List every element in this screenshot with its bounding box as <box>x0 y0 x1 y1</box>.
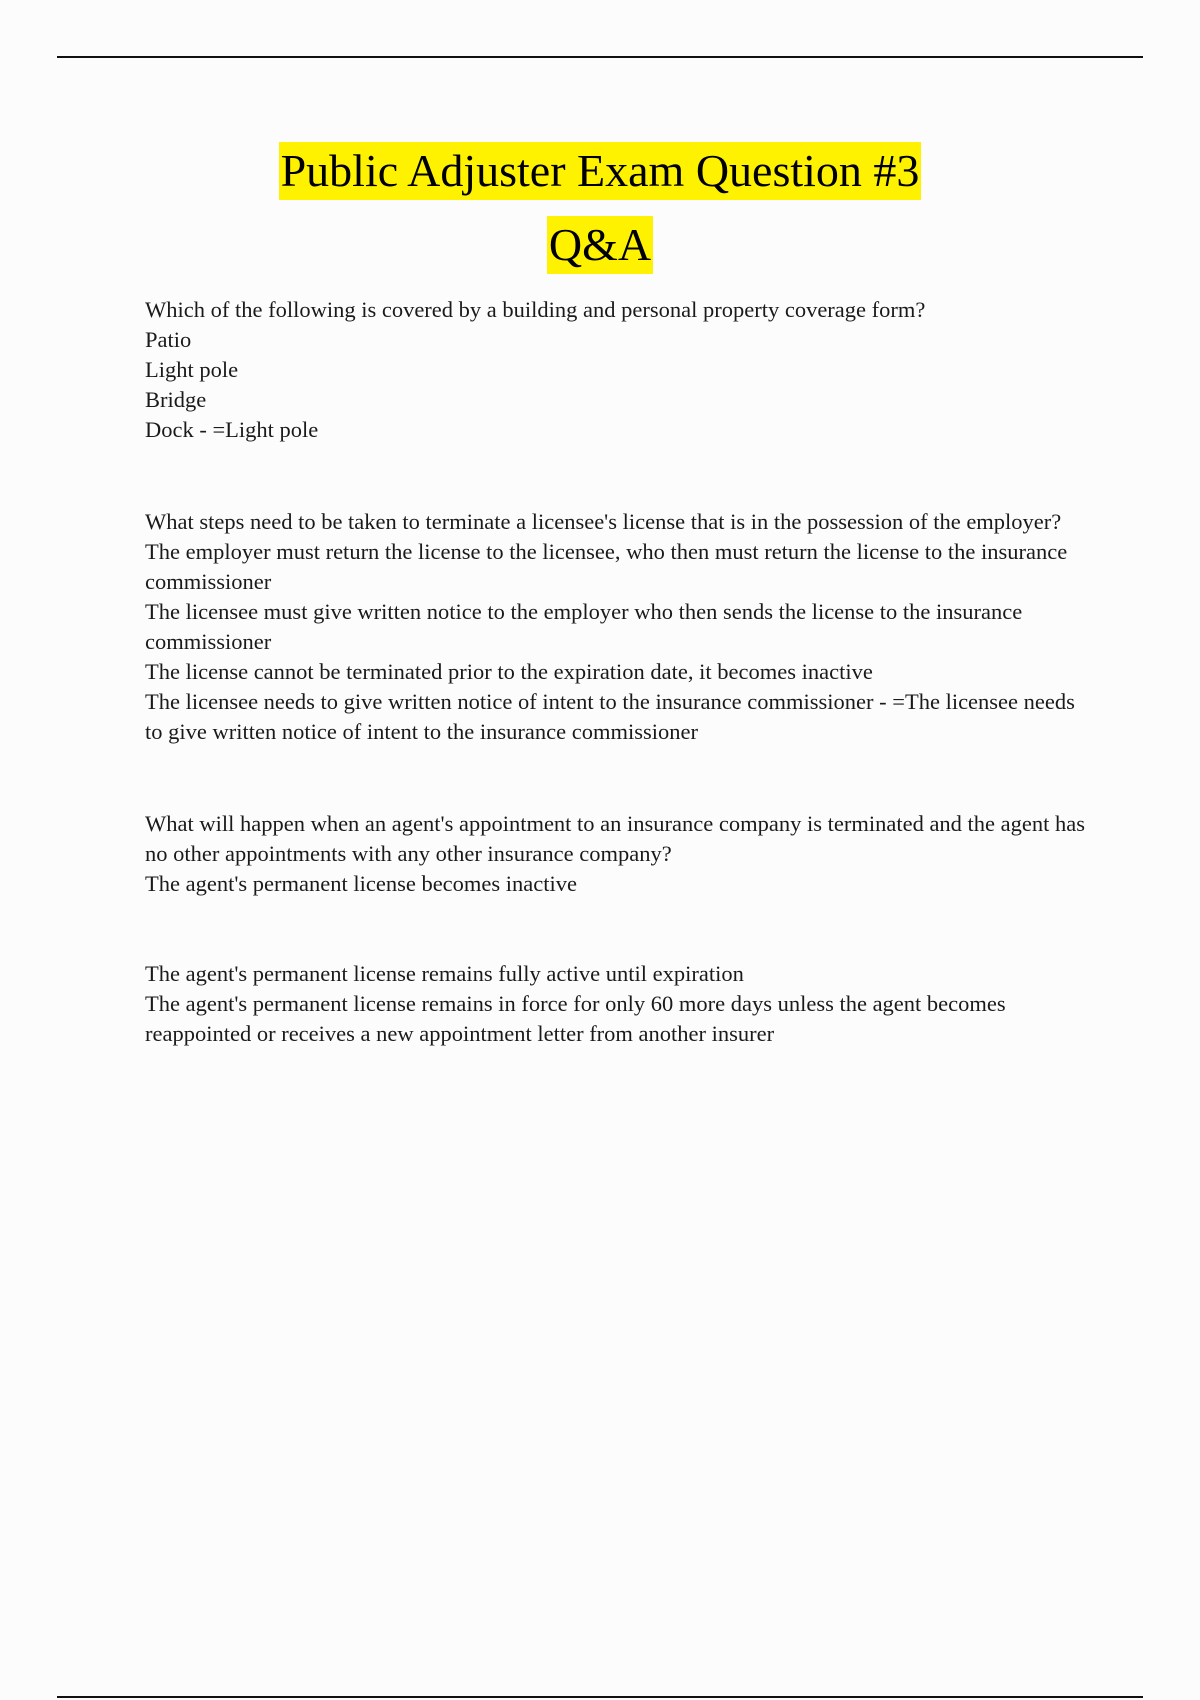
question-text: Which of the following is covered by a building and personal property coverage form? <box>145 297 926 322</box>
answer-option: The agent's permanent license remains fully active until expiration <box>145 961 744 986</box>
answer-option: Patio <box>145 327 192 352</box>
title-line-1: Public Adjuster Exam Question #3 <box>279 142 922 200</box>
question-text: What steps need to be taken to terminate a licensee's license that is in the possession of the employer? <box>145 509 1062 534</box>
answer-option: Bridge <box>145 387 207 412</box>
question-text: What will happen when an agent's appointment to an insurance company is terminated and the agent has no other appointments with any other insurance company? <box>145 811 1086 866</box>
answer-option: The licensee must give written notice to the employer who then sends the license to the insurance commissioner <box>145 599 1023 654</box>
answer-option: The license cannot be terminated prior to the expiration date, it becomes inactive <box>145 659 873 684</box>
answer-option: The agent's permanent license becomes inactive <box>145 871 577 896</box>
qa-content <box>145 295 1095 1049</box>
answer-option: The agent's permanent license remains in force for only 60 more days unless the agent becomes reappointed or receives a new appointment letter from another insurer <box>145 991 1006 1046</box>
document-title <box>0 142 1200 274</box>
answer-option: The licensee needs to give written notice of intent to the insurance commissioner - =The licensee needs to give written notice of intent to the insurance commissioner <box>145 689 1075 744</box>
answer-option: Dock - =Light pole <box>145 417 319 442</box>
answer-option: Light pole <box>145 357 239 382</box>
answer-option: The employer must return the license to the licensee, who then must return the license to the insurance commissioner <box>145 539 1068 594</box>
header-rule <box>57 56 1143 58</box>
footer-rule <box>57 1696 1143 1698</box>
title-line-2: Q&A <box>547 216 653 274</box>
